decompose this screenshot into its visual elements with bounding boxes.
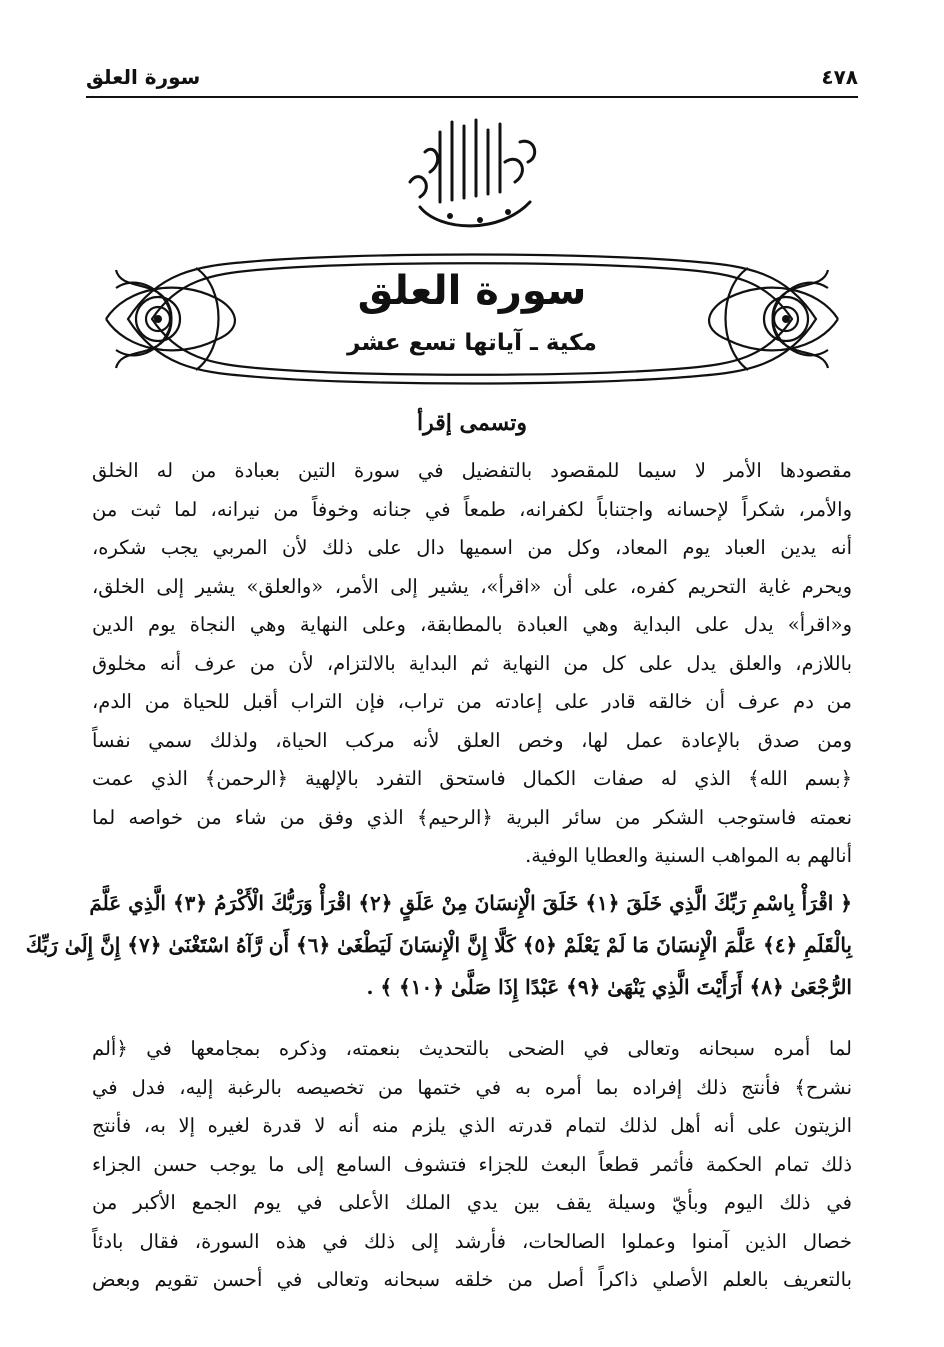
- quran-verses: [25, 882, 852, 1008]
- text-line: أنه يدين العباد يوم المعاد، وكل من اسميها دال على ذلك لأن المربي يجب شكره،: [92, 536, 852, 559]
- text-line: والأمر، شكراً لإحسانه واجتناباً لكفرانه، طمعاً في جنانه وخوفاً من نيرانه، لما ثبت من: [92, 497, 852, 521]
- sura-title: سورة العلق: [357, 268, 587, 314]
- text-line: و«اقرأ» يدل على البداية وهي العبادة بالمطابقة، وعلى النهاية وهي النجاة يوم الدين: [92, 613, 852, 636]
- text-line: أنالهم به المواهب السنية والعطايا الوفية.: [525, 844, 852, 867]
- page-number: ٤٧٨: [821, 65, 858, 89]
- text-line: نشرح﴾ فأنتج ذلك إفراده بما أمره به في ختمها من تخصيصه بالرغبة إليه، فدل في: [92, 1075, 852, 1099]
- text-line: نعمته فاستوجب الشكر من سائر البرية ﴿الرحيم﴾ الذي وفق من شاء من خواصه لما: [92, 805, 852, 829]
- verse-line: الرُّجْعَىٰ ﴿٨﴾ أَرَأَيْتَ الَّذِي يَنْهَىٰ ﴿٩﴾ عَبْدًا إِذَا صَلَّىٰ ﴿١٠﴾ ﴾ .: [366, 975, 852, 999]
- text-line: ﴿بسم الله﴾ الذي له صفات الكمال فاستحق التفرد بالإلهية ﴿الرحمن﴾ الذي عمت: [92, 767, 852, 790]
- text-line: ذلك تمام الحكمة فأثمر قطعاً البعث للجزاء فتشوف السامع إلى ما يوجب حسن الجزاء: [92, 1152, 852, 1176]
- text-line: من دم عرف أن خالقه قادر على إعادته من تراب، فإن التراب أقبل للحياة من الدم،: [92, 690, 852, 713]
- header-rule: [86, 96, 858, 98]
- running-head: [86, 62, 858, 92]
- text-line: ويحرم غاية التحريم كفره، على أن «اقرأ»، يشير إلى الأمر، «والعلق» يشير إلى الخلق،: [92, 574, 852, 598]
- basmala-calligraphy: [380, 112, 560, 242]
- header-sura-name: سورة العلق: [86, 65, 201, 89]
- text-line: خصال الذين آمنوا وعملوا الصالحات، فأرشد إلى ذلك في هذه السورة، فقال بادئاً: [92, 1229, 852, 1253]
- text-line: الزيتون على أنه أهل لذلك لتمام قدرته الذي يلزم منه أنه لا قدرة لغيره إلا به، فأنتج: [92, 1114, 852, 1137]
- section-title: وتسمى إقرأ: [417, 410, 527, 436]
- paragraph-intro: [92, 452, 852, 876]
- verse-line: بِالْقَلَمِ ﴿٤﴾ عَلَّمَ الْإِنسَانَ مَا لَمْ يَعْلَمْ ﴿٥﴾ كَلَّا إِنَّ الْإِنسَانَ لَيَطْغَىٰ ﴿٦﴾ أَن رَّآهُ اسْتَغْنَىٰ ﴿٧﴾ إِنَّ إِلَىٰ رَبِّكَ: [25, 933, 852, 957]
- text-line: في ذلك اليوم وبأيّ وسيلة يقف بين يدي الملك الأعلى في يوم الجمع الأكبر من: [92, 1191, 852, 1214]
- text-line: مقصودها الأمر لا سيما للمقصود بالتفضيل في سورة التين بعبادة من له الخلق: [92, 459, 852, 482]
- text-line: لما أمره سبحانه وتعالى في الضحى بالتحديث بنعمته، وذكره بمجامعها في ﴿ألم: [92, 1037, 852, 1060]
- text-line: بالتعريف بالعلم الأصلي ذاكراً أصل من خلقه سبحانه وتعالى في أحسن تقويم وبعض: [92, 1268, 852, 1291]
- text-line: ومن صدق بالإعادة عمل لها، وخص العلق لأنه مركب الحياة، ولذلك سمي نفساً: [92, 728, 852, 752]
- text-line: باللازم، والعلق يدل على كل من النهاية ثم البداية بالالتزام، لأن من عرف أنه مخلوق: [92, 651, 852, 675]
- paragraph-commentary: [92, 1030, 852, 1300]
- sura-subtitle: مكية ـ آياتها تسع عشر: [347, 330, 597, 356]
- verse-line: ﴿ اقْرَأْ بِاسْمِ رَبِّكَ الَّذِي خَلَقَ ﴿١﴾ خَلَقَ الْإِنسَانَ مِنْ عَلَقٍ ﴿٢﴾ اقْرَأْ وَرَبُّكَ الْأَكْرَمُ ﴿٣﴾ الَّذِي عَلَّمَ: [89, 891, 852, 915]
